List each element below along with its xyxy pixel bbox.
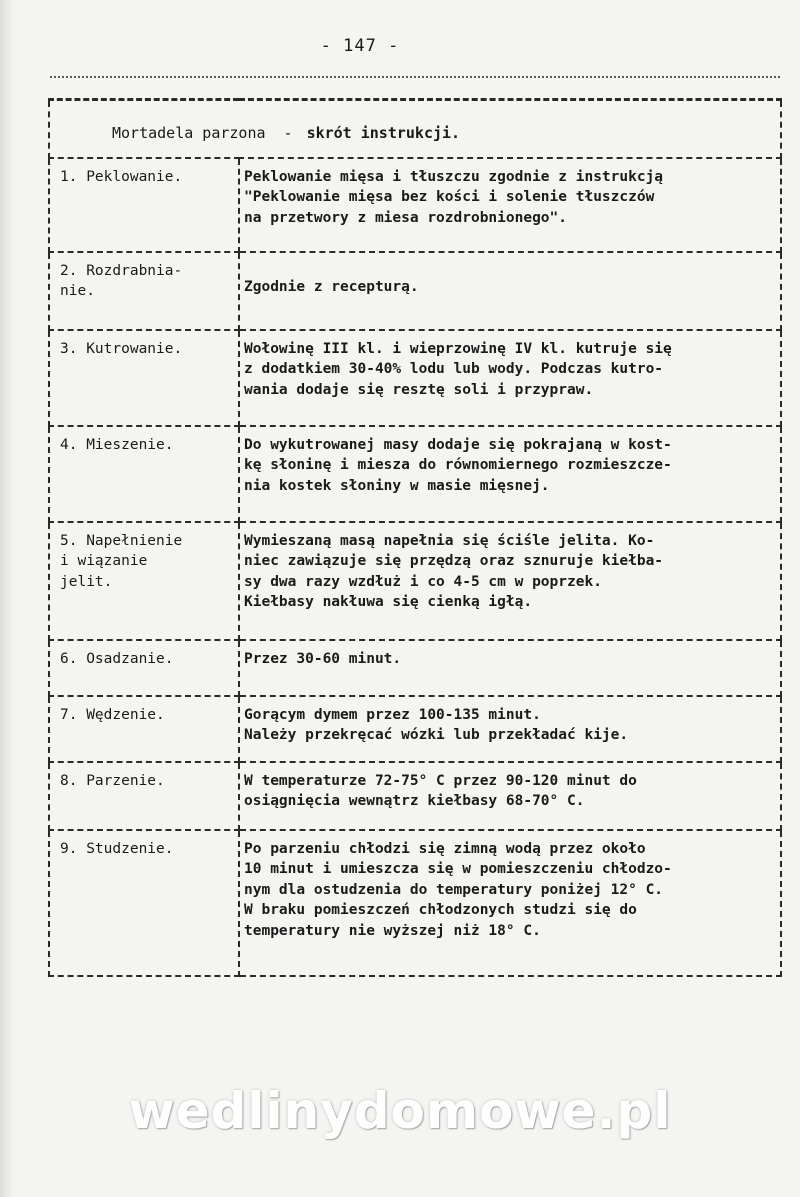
step-name: 2. Rozdrabnia- nie. bbox=[60, 262, 183, 299]
description-cell bbox=[239, 640, 781, 696]
table-row bbox=[49, 330, 781, 426]
step-cell bbox=[49, 830, 239, 976]
description-cell bbox=[239, 426, 781, 522]
step-name: 1. Peklowanie. bbox=[60, 168, 183, 185]
description-cell bbox=[239, 158, 781, 252]
step-description: W temperaturze 72-75° C przez 90-120 minut do osiągnięcia wewnątrz kiełbasy 68-70° C. bbox=[244, 772, 637, 809]
step-description: Zgodnie z recepturą. bbox=[244, 278, 419, 295]
description-cell bbox=[239, 830, 781, 976]
step-cell bbox=[49, 762, 239, 830]
table-row bbox=[49, 252, 781, 330]
step-cell bbox=[49, 696, 239, 762]
table-row bbox=[49, 696, 781, 762]
table-row bbox=[49, 426, 781, 522]
site-watermark: wedlinydomowe.pl bbox=[128, 1082, 672, 1140]
table-row bbox=[49, 158, 781, 252]
step-description: Wołowinę III kl. i wieprzowinę IV kl. kutruje się z dodatkiem 30-40% lodu lub wody. Podczas kutro- wania dodaje się resztę soli i przypraw. bbox=[244, 340, 672, 398]
table-title-cell bbox=[49, 100, 781, 158]
table-row bbox=[49, 640, 781, 696]
step-name: 7. Wędzenie. bbox=[60, 706, 165, 723]
table-row bbox=[49, 522, 781, 640]
step-name: 6. Osadzanie. bbox=[60, 650, 174, 667]
step-name: 8. Parzenie. bbox=[60, 772, 165, 789]
step-cell bbox=[49, 640, 239, 696]
table-row bbox=[49, 762, 781, 830]
step-description: Wymieszaną masą napełnia się ściśle jelita. Ko- niec zawiązuje się przędzą oraz sznuruje kiełba- sy dwa razy wzdłuż i co 4-5 cm w poprzek. Kiełbasy nakłuwa się cienką igłą. bbox=[244, 532, 664, 610]
step-name: 4. Mieszenie. bbox=[60, 436, 174, 453]
step-description: Po parzeniu chłodzi się zimną wodą przez około 10 minut i umieszcza się w pomieszczeniu chłodzo- nym dla ostudzenia do temperatury poniżej 12° C. W braku pomieszczeń chłodzonych studzi się do temperatury nie wyższej niż 18° C. bbox=[244, 840, 672, 939]
step-description: Gorącym dymem przez 100-135 minut. Należy przekręcać wózki lub przekładać kije. bbox=[244, 706, 629, 743]
step-name: 9. Studzenie. bbox=[60, 840, 174, 857]
table-title-row bbox=[49, 100, 781, 158]
title-separator: - bbox=[283, 124, 293, 142]
step-cell bbox=[49, 158, 239, 252]
table-row bbox=[49, 830, 781, 976]
step-cell bbox=[49, 252, 239, 330]
step-name: 5. Napełnienie i wiązanie jelit. bbox=[60, 532, 183, 590]
step-description: Do wykutrowanej masy dodaje się pokrajaną w kost- kę słoninę i miesza do równomiernego rozmieszcze- nia kostek słoniny w masie mięsnej. bbox=[244, 436, 672, 494]
step-name: 3. Kutrowanie. bbox=[60, 340, 183, 357]
description-cell bbox=[239, 696, 781, 762]
instruction-table bbox=[48, 98, 782, 977]
step-cell bbox=[49, 522, 239, 640]
dotted-rule bbox=[50, 76, 780, 78]
page-number: - 147 - bbox=[320, 36, 400, 56]
description-cell bbox=[239, 522, 781, 640]
description-cell bbox=[239, 762, 781, 830]
document-title: Mortadela parzona bbox=[112, 124, 266, 142]
description-cell bbox=[239, 330, 781, 426]
step-cell bbox=[49, 330, 239, 426]
page-edge-shadow bbox=[0, 0, 14, 1197]
step-description: Peklowanie mięsa i tłuszczu zgodnie z instrukcją "Peklowanie mięsa bez kości i solenie tłuszczów na przetwory z miesa rozdrobnionego". bbox=[244, 168, 664, 226]
step-description: Przez 30-60 minut. bbox=[244, 650, 402, 667]
description-cell bbox=[239, 252, 781, 330]
step-cell bbox=[49, 426, 239, 522]
document-subtitle: skrót instrukcji. bbox=[306, 124, 461, 142]
